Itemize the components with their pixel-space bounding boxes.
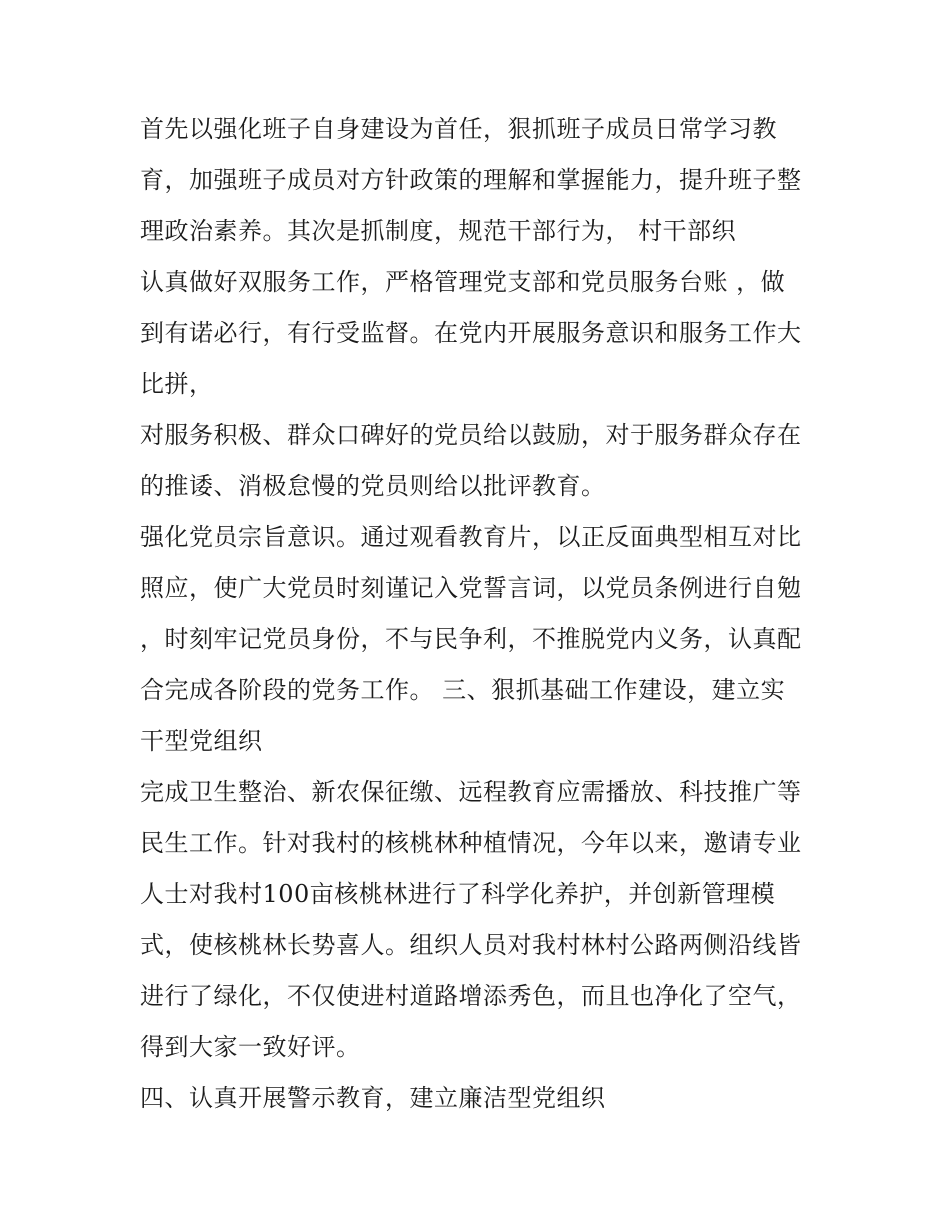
text-line: 照应，使广大党员时刻谨记入党誓言词，以党员条例进行自勉 — [140, 574, 802, 602]
section-heading: 四、认真开展警示教育，建立廉洁型党组织 — [140, 1084, 606, 1112]
text-line: 合完成各阶段的党务工作。 三、狠抓基础工作建设，建立实 — [140, 676, 786, 704]
text-line: 民生工作。针对我村的核桃林种植情况，今年以来，邀请专业 — [140, 829, 802, 857]
text-line: 的推诿、消极怠慢的党员则给以批评教育。 — [140, 472, 606, 500]
text-line: 育，加强班子成员对方针政策的理解和掌握能力，提升班子整 — [140, 166, 802, 194]
text-line: 到有诺必行，有行受监督。在党内开展服务意识和服务工作大 — [140, 319, 802, 347]
text-line: 理政治素养。其次是抓制度，规范干部行为， 村干部织 — [140, 217, 737, 245]
text-line: 得到大家一致好评。 — [140, 1033, 361, 1061]
document-body — [140, 104, 820, 1124]
text-line: 对服务积极、群众口碑好的党员给以鼓励，对于服务群众存在 — [140, 421, 802, 449]
text-line: 强化党员宗旨意识。通过观看教育片，以正反面典型相互对比 — [140, 523, 802, 551]
text-line: 完成卫生整治、新农保征缴、远程教育应需播放、科技推广等 — [140, 778, 802, 806]
text-line: ，时刻牢记党员身份，不与民争利，不推脱党内义务，认真配 — [140, 625, 802, 653]
text-line: 认真做好双服务工作，严格管理党支部和党员服务台账 ，做 — [140, 268, 786, 296]
text-line: 式，使核桃林长势喜人。组织人员对我村林村公路两侧沿线皆 — [140, 931, 802, 959]
text-line: 首先以强化班子自身建设为首任，狠抓班子成员日常学习教 — [140, 115, 777, 143]
text-line: 人士对我村100亩核桃林进行了科学化养护，并创新管理模 — [140, 880, 776, 908]
text-line: 进行了绿化，不仅使进村道路增添秀色，而且也净化了空气， — [140, 982, 802, 1010]
text-line: 干型党组织 — [140, 727, 263, 755]
text-line: 比拼， — [140, 370, 214, 398]
